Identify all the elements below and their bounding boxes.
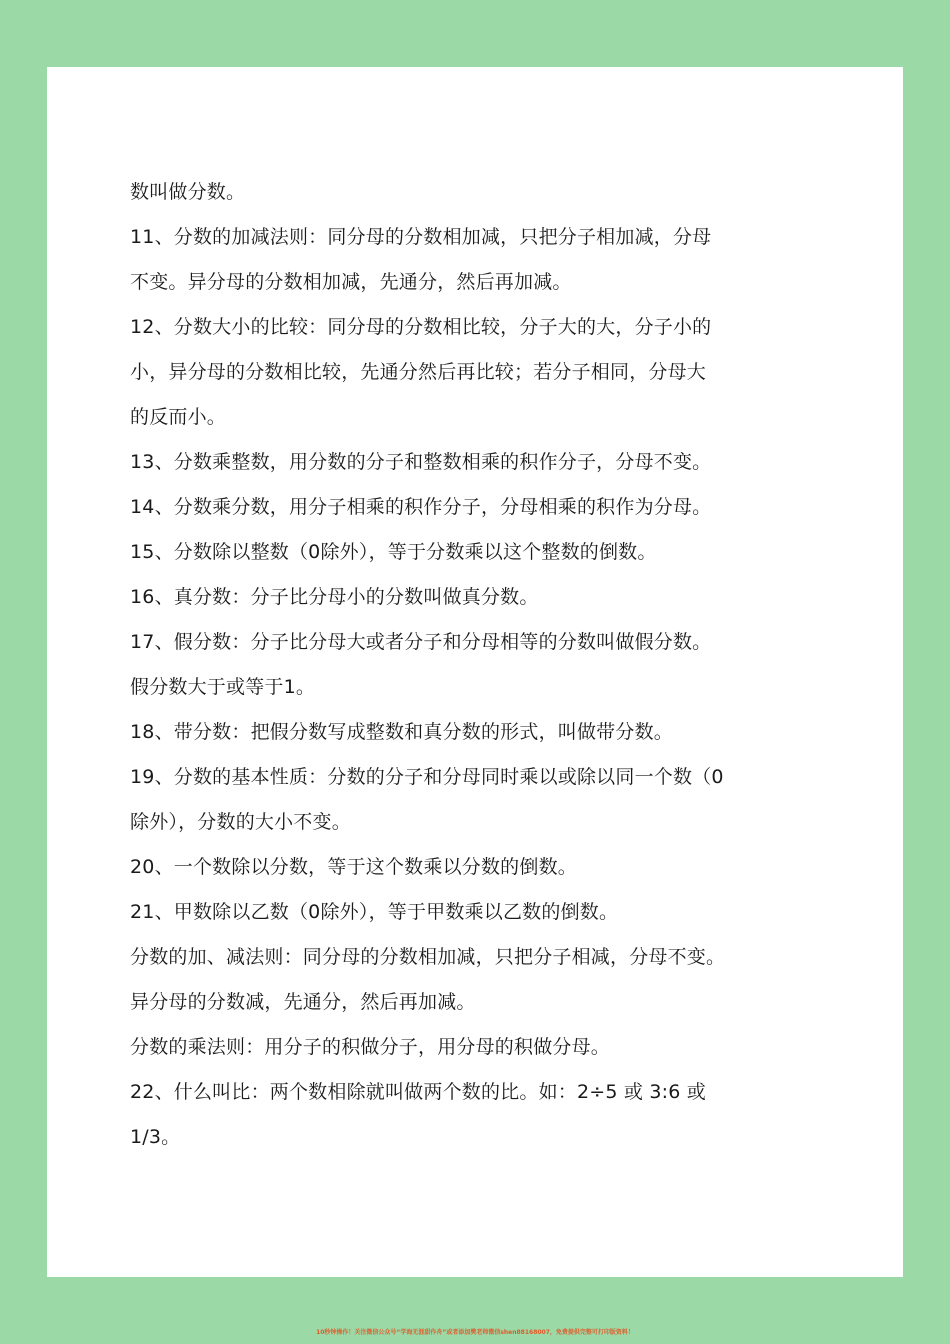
text-line: 22、什么叫比：两个数相除就叫做两个数的比。如：2÷5 或 3:6 或 <box>130 1081 706 1103</box>
text-line: 21、甲数除以乙数（0除外），等于甲数乘以乙数的倒数。 <box>130 901 619 923</box>
text-line: 不变。异分母的分数相加减，先通分，然后再加减。 <box>130 271 572 293</box>
text-line: 11、分数的加减法则：同分母的分数相加减，只把分子相加减，分母 <box>130 226 712 248</box>
text-line: 1/3。 <box>130 1126 181 1148</box>
text-line: 13、分数乘整数，用分数的分子和整数相乘的积作分子，分母不变。 <box>130 451 712 473</box>
text-line: 除外），分数的大小不变。 <box>130 811 351 833</box>
text-line: 数叫做分数。 <box>130 181 246 203</box>
text-line: 假分数大于或等于1。 <box>130 676 316 698</box>
text-line: 15、分数除以整数（0除外），等于分数乘以这个整数的倒数。 <box>130 541 657 563</box>
text-line: 18、带分数：把假分数写成整数和真分数的形式，叫做带分数。 <box>130 721 673 743</box>
footer-promo-text: 10秒钟操作！关注微信公众号“学海无涯甜作舟”或者添加樊老师微信shen88168007，免费提供完整可打印版资料！ <box>316 1329 634 1336</box>
text-line: 异分母的分数减，先通分，然后再加减。 <box>130 991 476 1013</box>
text-line: 小，异分母的分数相比较，先通分然后再比较；若分子相同，分母大 <box>130 361 707 383</box>
text-line: 17、假分数：分子比分母大或者分子和分母相等的分数叫做假分数。 <box>130 631 712 653</box>
text-line: 的反而小。 <box>130 406 227 428</box>
text-line: 分数的加、减法则：同分母的分数相加减，只把分子相减，分母不变。 <box>130 946 726 968</box>
text-line: 16、真分数：分子比分母小的分数叫做真分数。 <box>130 586 539 608</box>
text-line: 分数的乘法则：用分子的积做分子，用分母的积做分母。 <box>130 1036 611 1058</box>
text-line: 12、分数大小的比较：同分母的分数相比较，分子大的大，分子小的 <box>130 316 712 338</box>
text-line: 14、分数乘分数，用分子相乘的积作分子，分母相乘的积作为分母。 <box>130 496 712 518</box>
document-body <box>130 170 730 1160</box>
text-line: 20、一个数除以分数，等于这个数乘以分数的倒数。 <box>130 856 577 878</box>
text-line: 19、分数的基本性质：分数的分子和分母同时乘以或除以同一个数（0 <box>130 766 724 788</box>
